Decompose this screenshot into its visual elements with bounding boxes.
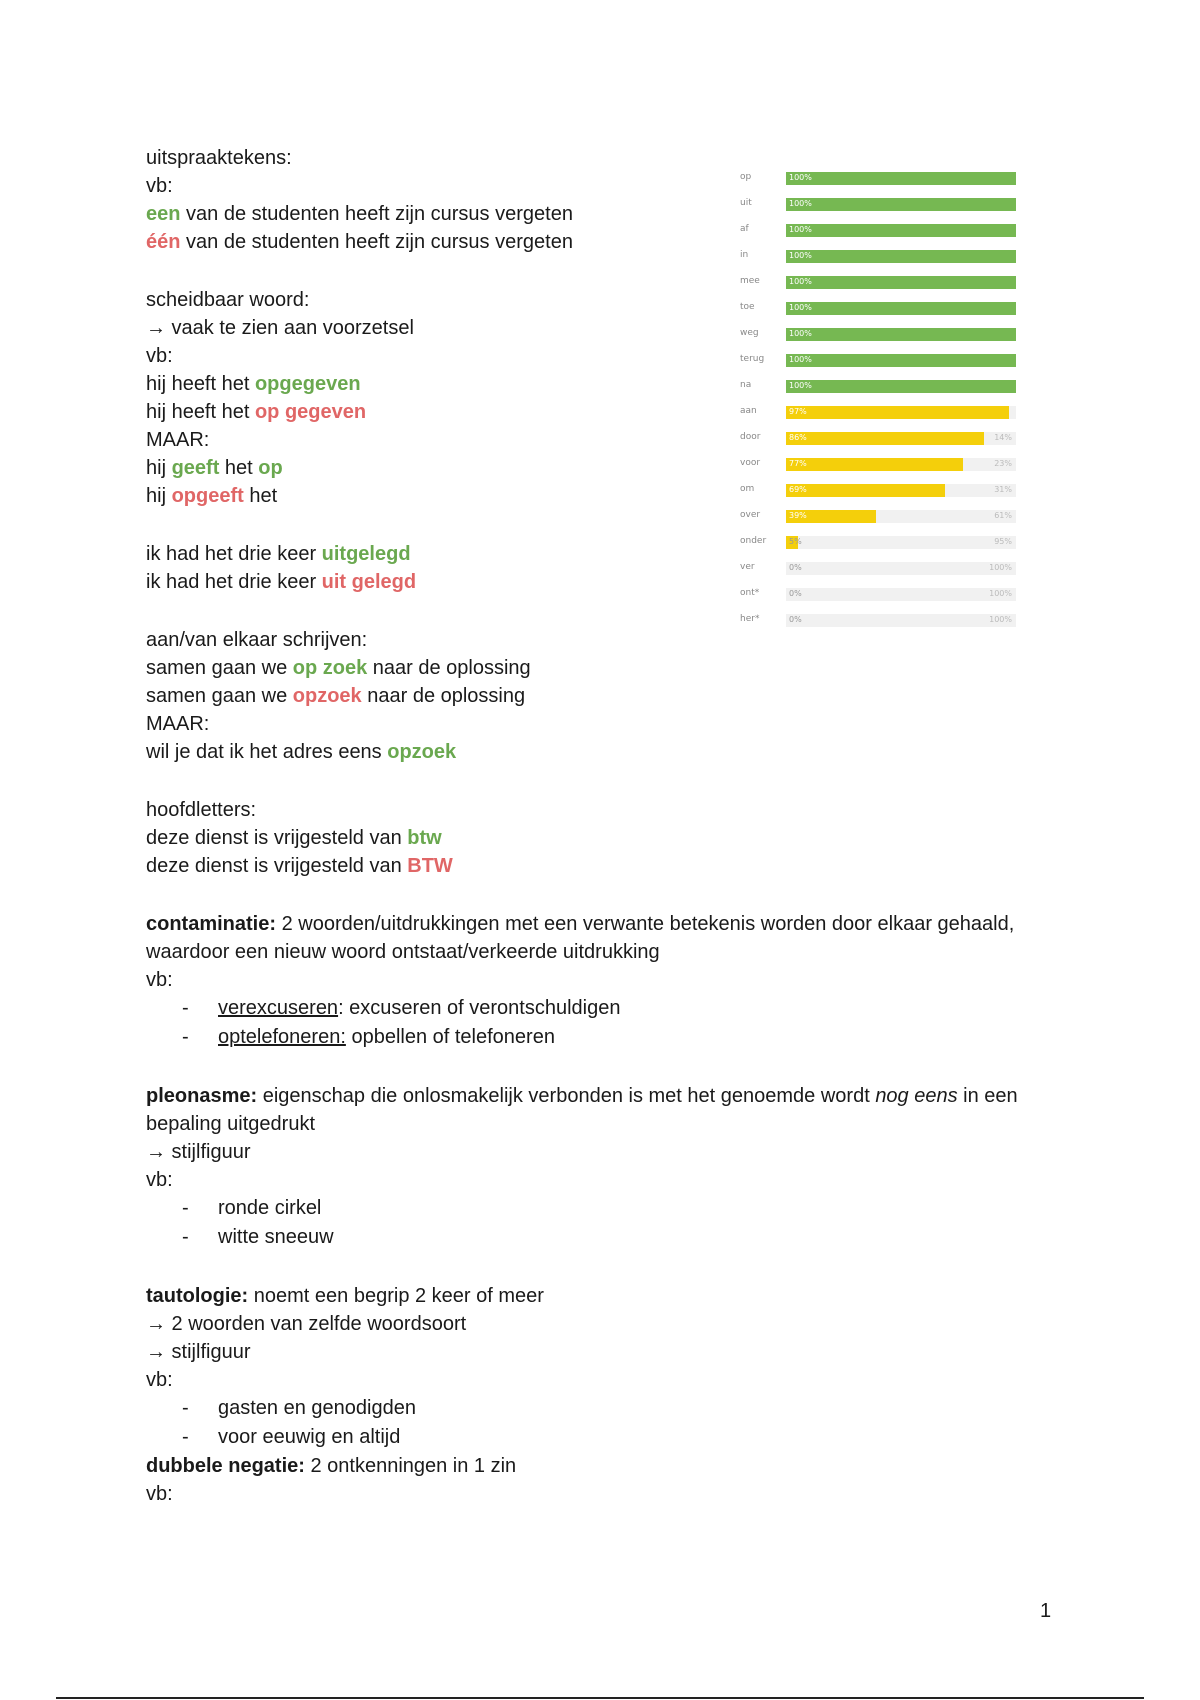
note-line: → stijlfiguur [146, 1341, 251, 1363]
maar-label: MAAR: [146, 713, 210, 735]
bar-category-label: door [740, 432, 761, 442]
example-text: : excuseren of verontschuldigen [338, 997, 621, 1019]
definition-text: in een bepaling uitgedrukt [146, 1085, 1018, 1135]
example-text: hij [146, 457, 172, 479]
bar-category-label: onder [740, 536, 767, 546]
definition-text: eigenschap die onlosmakelijk verbonden is met het genoemde wordt [257, 1085, 876, 1107]
bar-track [786, 458, 1016, 471]
page-number: 1 [1040, 1600, 1052, 1622]
bar-category-label: voor [740, 458, 761, 468]
bar-remainder-label: 95% [994, 537, 1012, 546]
bar-remainder-label: 61% [994, 511, 1012, 520]
bullet-dash: - [182, 1397, 189, 1419]
bar-category-label: weg [740, 328, 759, 338]
bullet-dash: - [182, 997, 189, 1019]
bar-value-label: 97% [789, 407, 807, 416]
vb-label: vb: [146, 1169, 173, 1191]
bar-row-om [740, 480, 1020, 506]
correct-word: opgegeven [254, 373, 361, 395]
bar-value-label: 86% [789, 433, 807, 442]
section-title-hoofdletters: hoofdletters: [146, 799, 257, 821]
bar-track [786, 536, 1016, 549]
example-term: optelefoneren: [218, 1026, 346, 1048]
example-text: naar de oplossing [367, 657, 531, 679]
bar [786, 198, 1016, 211]
example-text: hij heeft het [146, 373, 255, 395]
list-item [146, 1023, 1066, 1052]
term: tautologie: [146, 1285, 249, 1307]
bullet-dash: - [182, 1197, 189, 1219]
bar-value-label: 0% [789, 563, 802, 572]
term: pleonasme: [146, 1085, 258, 1107]
example-text: het [219, 457, 259, 479]
definition-text: noemt een begrip 2 keer of meer [248, 1285, 544, 1307]
example-text: witte sneeuw [218, 1226, 334, 1248]
bar-track [786, 250, 1016, 263]
bar-track [786, 562, 1016, 575]
bar [786, 302, 1016, 315]
section-title-scheidbaar: scheidbaar woord: [146, 289, 310, 311]
bar-remainder-label: 31% [994, 485, 1012, 494]
bar [786, 432, 984, 445]
bar [786, 406, 1009, 419]
bar-track [786, 198, 1016, 211]
example-text: samen gaan we [146, 657, 293, 679]
section-title-aan-van-elkaar: aan/van elkaar schrijven: [146, 629, 368, 651]
list-item [146, 1423, 1066, 1452]
bar-row-onder [740, 532, 1020, 558]
bar-category-label: her* [740, 614, 760, 624]
bar-value-label: 100% [789, 173, 812, 182]
example-text: van de studenten heeft zijn cursus vergeten [180, 231, 573, 253]
correct-word: btw [407, 827, 442, 849]
bar-track [786, 484, 1016, 497]
bar-value-label: 69% [789, 485, 807, 494]
example-text: deze dienst is vrijgesteld van [146, 827, 408, 849]
example-text: deze dienst is vrijgesteld van [146, 855, 408, 877]
bar-track [786, 614, 1016, 627]
example-text: ik had het drie keer [146, 543, 322, 565]
prefix-bar-chart [740, 168, 1020, 636]
bar-category-label: aan [740, 406, 757, 416]
correct-word: opzoek [387, 741, 457, 763]
example-text: ik had het drie keer [146, 571, 322, 593]
bar [786, 458, 963, 471]
bar-value-label: 100% [789, 199, 812, 208]
bar-remainder-label: 14% [994, 433, 1012, 442]
note-line: → vaak te zien aan voorzetsel [146, 317, 414, 339]
bar [786, 354, 1016, 367]
list-item [146, 1223, 1066, 1252]
bar-category-label: ver [740, 562, 755, 572]
wrong-word: BTW [407, 855, 453, 877]
bullet-dash: - [182, 1426, 189, 1448]
bar-track [786, 432, 1016, 445]
bar [786, 172, 1016, 185]
definition-dubbele-negatie [146, 1452, 1066, 1480]
bullet-dash: - [182, 1226, 189, 1248]
bar-category-label: mee [740, 276, 760, 286]
bar-track [786, 276, 1016, 289]
bar-row-aan [740, 402, 1020, 428]
bar-track [786, 406, 1016, 419]
bar-category-label: af [740, 224, 749, 234]
bar-row-terug [740, 350, 1020, 376]
bar-category-label: om [740, 484, 755, 494]
bar-track [786, 510, 1016, 523]
bar-value-label: 100% [789, 251, 812, 260]
example-text: naar de oplossing [361, 685, 526, 707]
bar-value-label: 100% [789, 329, 812, 338]
note-line: → 2 woorden van zelfde woordsoort [146, 1313, 467, 1335]
list-item [146, 1194, 1066, 1223]
bar [786, 276, 1016, 289]
term: dubbele negatie: [146, 1455, 305, 1477]
bar-value-label: 100% [789, 303, 812, 312]
vb-label: vb: [146, 969, 173, 991]
note-line: → stijlfiguur [146, 1141, 251, 1163]
bar-category-label: uit [740, 198, 752, 208]
definition-text: 2 ontkenningen in 1 zin [304, 1455, 517, 1477]
bar-row-ont-star [740, 584, 1020, 610]
correct-word: een [146, 203, 181, 225]
page-bottom-rule [56, 1697, 1144, 1699]
bar-row-ver [740, 558, 1020, 584]
bar-row-af [740, 220, 1020, 246]
bar-category-label: over [740, 510, 761, 520]
bar-category-label: in [740, 250, 749, 260]
example-line [146, 852, 1066, 880]
bar-track [786, 224, 1016, 237]
example-text: hij [146, 485, 172, 507]
bar-remainder-label: 100% [989, 563, 1012, 572]
bar-value-label: 0% [789, 615, 802, 624]
correct-word: uitgelegd [321, 543, 411, 565]
example-text: samen gaan we [146, 685, 293, 707]
bar [786, 484, 945, 497]
example-text: hij heeft het [146, 401, 255, 423]
bar-value-label: 100% [789, 381, 812, 390]
vb-label: vb: [146, 1483, 173, 1505]
vb-label: vb: [146, 1369, 173, 1391]
definition-tautologie [146, 1282, 1066, 1310]
list-item [146, 994, 1066, 1023]
bar-category-label: ont* [740, 588, 760, 598]
emphasis: nog eens [875, 1085, 958, 1107]
bar-track [786, 328, 1016, 341]
bar [786, 328, 1016, 341]
bar-value-label: 5% [789, 537, 802, 546]
bar-remainder-label: 23% [994, 459, 1012, 468]
bar-row-over [740, 506, 1020, 532]
bar-row-uit [740, 194, 1020, 220]
wrong-word: op gegeven [254, 401, 367, 423]
example-line [146, 824, 1066, 852]
bar-row-toe [740, 298, 1020, 324]
bar-row-voor [740, 454, 1020, 480]
bar-category-label: terug [740, 354, 765, 364]
bar-track [786, 302, 1016, 315]
correct-word: op [258, 457, 283, 479]
bar-row-mee [740, 272, 1020, 298]
definition-pleonasme [146, 1082, 1066, 1138]
bar [786, 224, 1016, 237]
bar [786, 250, 1016, 263]
definition-text: 2 woorden/uitdrukkingen met een verwante betekenis worden door elkaar gehaald, waardoor een nieuw woord ontstaat/verkeerde uitdrukking [146, 913, 1015, 963]
bar-remainder-label: 100% [989, 589, 1012, 598]
example-text: voor eeuwig en altijd [218, 1426, 401, 1448]
bar-track [786, 380, 1016, 393]
bar-track [786, 172, 1016, 185]
bar-remainder-label: 100% [989, 615, 1012, 624]
wrong-word: opgeeft [171, 485, 244, 507]
bar-value-label: 100% [789, 355, 812, 364]
example-text: opbellen of telefoneren [345, 1026, 555, 1048]
example-line [146, 738, 1066, 766]
bar-category-label: op [740, 172, 752, 182]
example-line [146, 682, 1066, 710]
bar-value-label: 39% [789, 511, 807, 520]
list-item [146, 1394, 1066, 1423]
correct-word: op zoek [292, 657, 368, 679]
wrong-word: één [146, 231, 181, 253]
bar [786, 380, 1016, 393]
bar-value-label: 100% [789, 277, 812, 286]
definition-contaminatie [146, 910, 1066, 966]
bar-value-label: 0% [789, 589, 802, 598]
section-title-uitspraaktekens: uitspraaktekens: [146, 147, 292, 169]
bar-value-label: 77% [789, 459, 807, 468]
bar-row-op [740, 168, 1020, 194]
example-text: ronde cirkel [218, 1197, 322, 1219]
bar-value-label: 100% [789, 225, 812, 234]
vb-label: vb: [146, 345, 173, 367]
bar-row-na [740, 376, 1020, 402]
example-term: verexcuseren [218, 997, 339, 1019]
bar-row-weg [740, 324, 1020, 350]
example-text: wil je dat ik het adres eens [146, 741, 388, 763]
example-text: van de studenten heeft zijn cursus vergeten [180, 203, 573, 225]
bar-category-label: na [740, 380, 752, 390]
example-text: gasten en genodigden [218, 1397, 416, 1419]
bar-track [786, 354, 1016, 367]
bar-row-door [740, 428, 1020, 454]
wrong-word: opzoek [292, 685, 362, 707]
maar-label: MAAR: [146, 429, 210, 451]
bar-row-in [740, 246, 1020, 272]
example-line [146, 654, 1066, 682]
bullet-dash: - [182, 1026, 189, 1048]
example-text: het [243, 485, 278, 507]
term: contaminatie: [146, 913, 277, 935]
bar-track [786, 588, 1016, 601]
wrong-word: uit gelegd [321, 571, 417, 593]
bar-row-her-star [740, 610, 1020, 636]
vb-label: vb: [146, 175, 173, 197]
bar-category-label: toe [740, 302, 755, 312]
correct-word: geeft [171, 457, 220, 479]
